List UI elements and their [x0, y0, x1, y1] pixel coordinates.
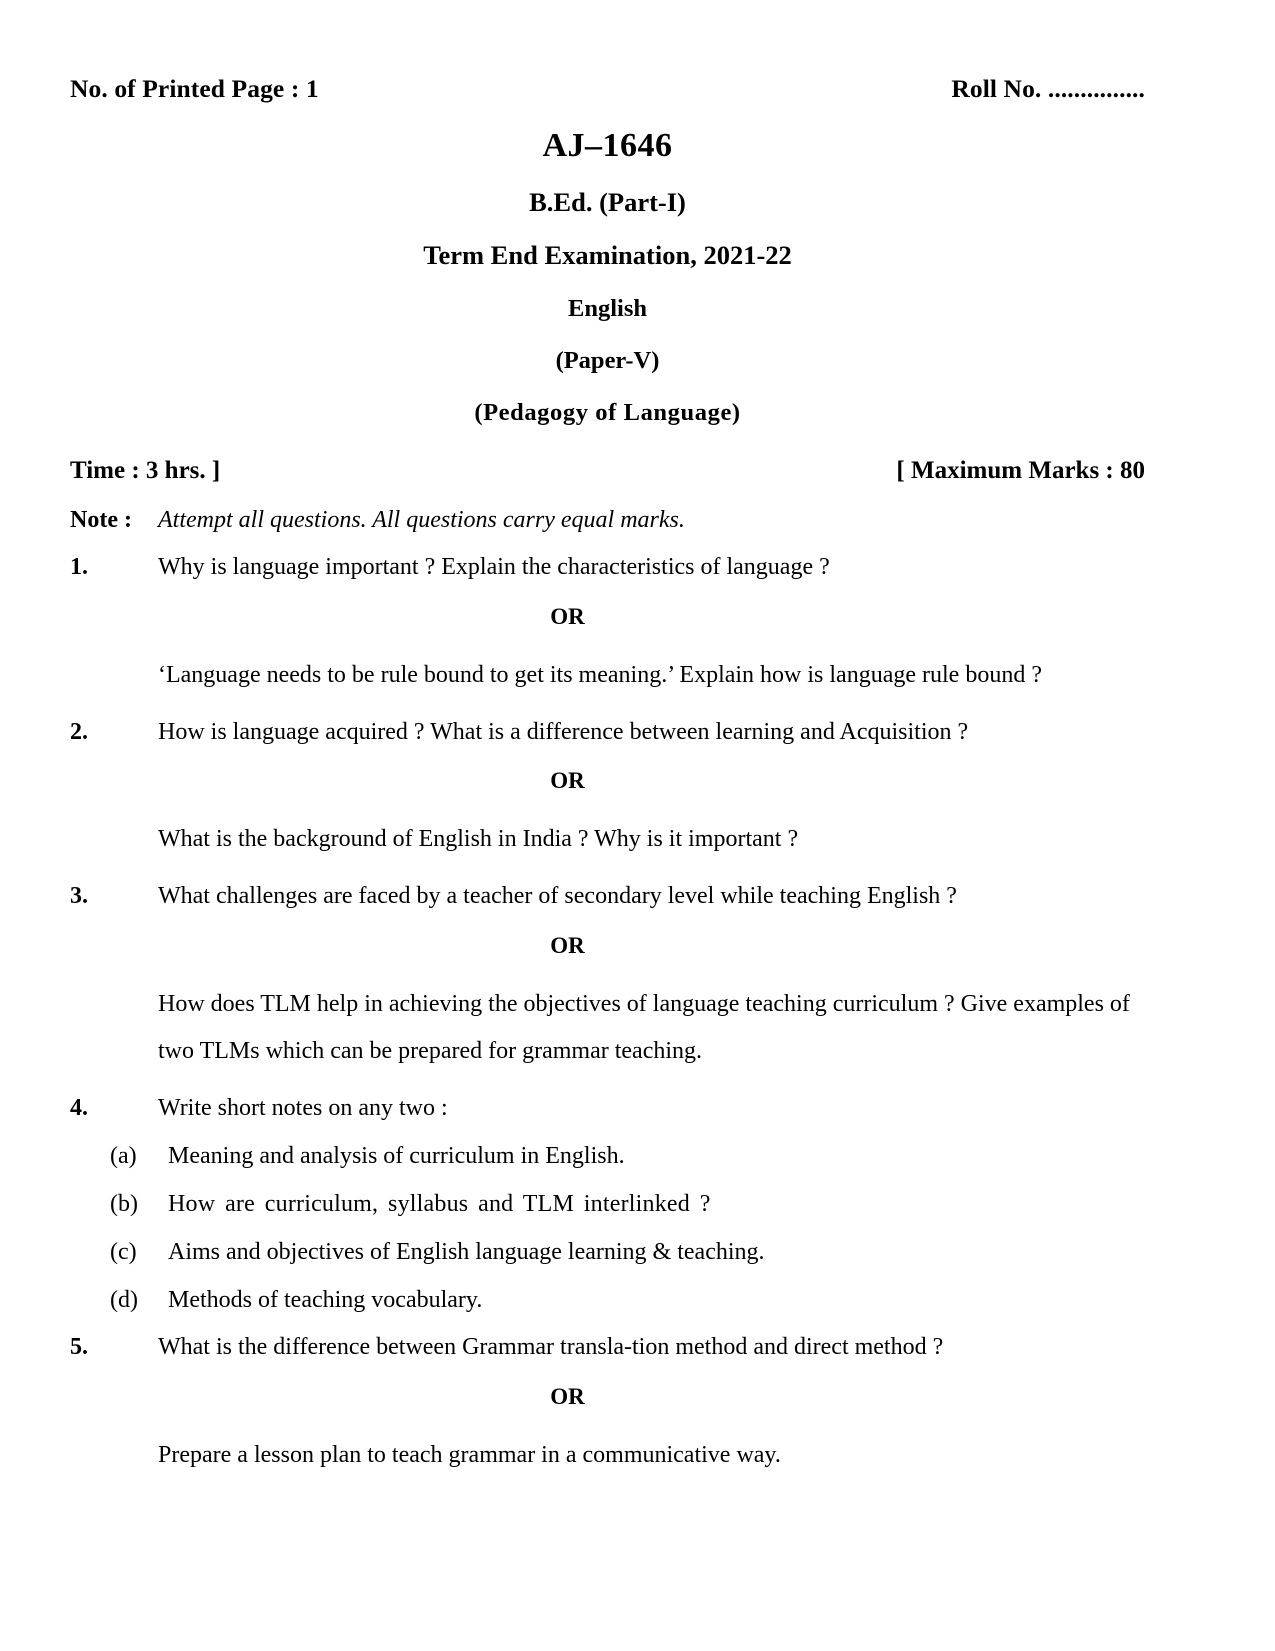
sub-item-text: Aims and objectives of English language learning & teaching.	[168, 1239, 765, 1266]
alternative-text: ‘Language needs to be rule bound to get its meaning.’ Explain how is language rule bound ?	[158, 661, 1042, 688]
paper-code: AJ–1646	[542, 127, 673, 164]
sub-item-label: (c)	[110, 1239, 137, 1266]
question-text: How is language acquired ? What is a difference between learning and Acquisition ?	[158, 718, 969, 745]
alternative-row	[70, 816, 1145, 863]
alternative-text: Prepare a lesson plan to teach grammar in a communicative way.	[158, 1442, 781, 1469]
paper-title: (Pedagogy of Language)	[474, 399, 741, 426]
or-separator: OR	[550, 603, 585, 629]
course-name: B.Ed. (Part-I)	[529, 187, 686, 217]
page-content	[70, 74, 1145, 1479]
note-label: Note :	[70, 507, 132, 533]
question-row	[70, 1333, 1145, 1362]
sub-item-text: Methods of teaching vocabulary.	[168, 1287, 483, 1314]
roll-no-field: Roll No. ...............	[951, 74, 1145, 103]
question-number: 2.	[70, 718, 88, 745]
or-separator: OR	[550, 932, 585, 958]
sub-item-label: (a)	[110, 1143, 137, 1170]
alternative-row	[70, 1432, 1145, 1479]
alternative-text: How does TLM help in achieving the objectives of language teaching curriculum ? Give examples of two TLMs which can be prepared for grammar teaching.	[158, 990, 1130, 1064]
question-text: Write short notes on any two :	[158, 1094, 448, 1121]
paper-number: (Paper-V)	[555, 347, 660, 374]
question-row	[70, 553, 1145, 582]
sub-item-label: (b)	[110, 1191, 138, 1218]
sub-item-row	[70, 1239, 1145, 1266]
printed-page-count: No. of Printed Page : 1	[70, 74, 319, 103]
sub-item-row	[70, 1143, 1145, 1170]
note-text: Attempt all questions. All questions carry equal marks.	[158, 507, 685, 533]
title-block	[70, 127, 1145, 427]
or-separator: OR	[550, 768, 585, 794]
subject-name: English	[568, 295, 647, 322]
alternative-row	[70, 652, 1145, 699]
sub-item-row	[70, 1191, 1145, 1218]
question-text: What challenges are faced by a teacher of secondary level while teaching English ?	[158, 883, 957, 910]
sub-item-label: (d)	[110, 1287, 138, 1314]
page-header	[70, 74, 1145, 104]
sub-item-row	[70, 1287, 1145, 1314]
question-row	[70, 882, 1145, 911]
sub-item-text: Meaning and analysis of curriculum in English.	[168, 1143, 625, 1170]
question-row	[70, 1094, 1145, 1123]
question-number: 3.	[70, 883, 88, 910]
alternative-row	[70, 981, 1145, 1075]
question-row	[70, 718, 1145, 747]
question-text: What is the difference between Grammar transla-tion method and direct method ?	[158, 1334, 944, 1361]
alternative-text: What is the background of English in India ? Why is it important ?	[158, 826, 799, 853]
time-allowed: Time : 3 hrs. ]	[70, 457, 221, 484]
time-and-marks-row	[70, 457, 1145, 485]
question-text: Why is language important ? Explain the characteristics of language ?	[158, 554, 830, 580]
question-number: 5.	[70, 1334, 88, 1361]
maximum-marks: [ Maximum Marks : 80	[896, 457, 1145, 484]
sub-item-text: How are curriculum, syllabus and TLM interlinked ?	[168, 1191, 711, 1218]
examination-name: Term End Examination, 2021-22	[423, 240, 792, 270]
question-number: 4.	[70, 1094, 88, 1121]
question-number: 1.	[70, 554, 88, 580]
note-row	[70, 507, 1145, 534]
or-separator: OR	[550, 1384, 585, 1410]
